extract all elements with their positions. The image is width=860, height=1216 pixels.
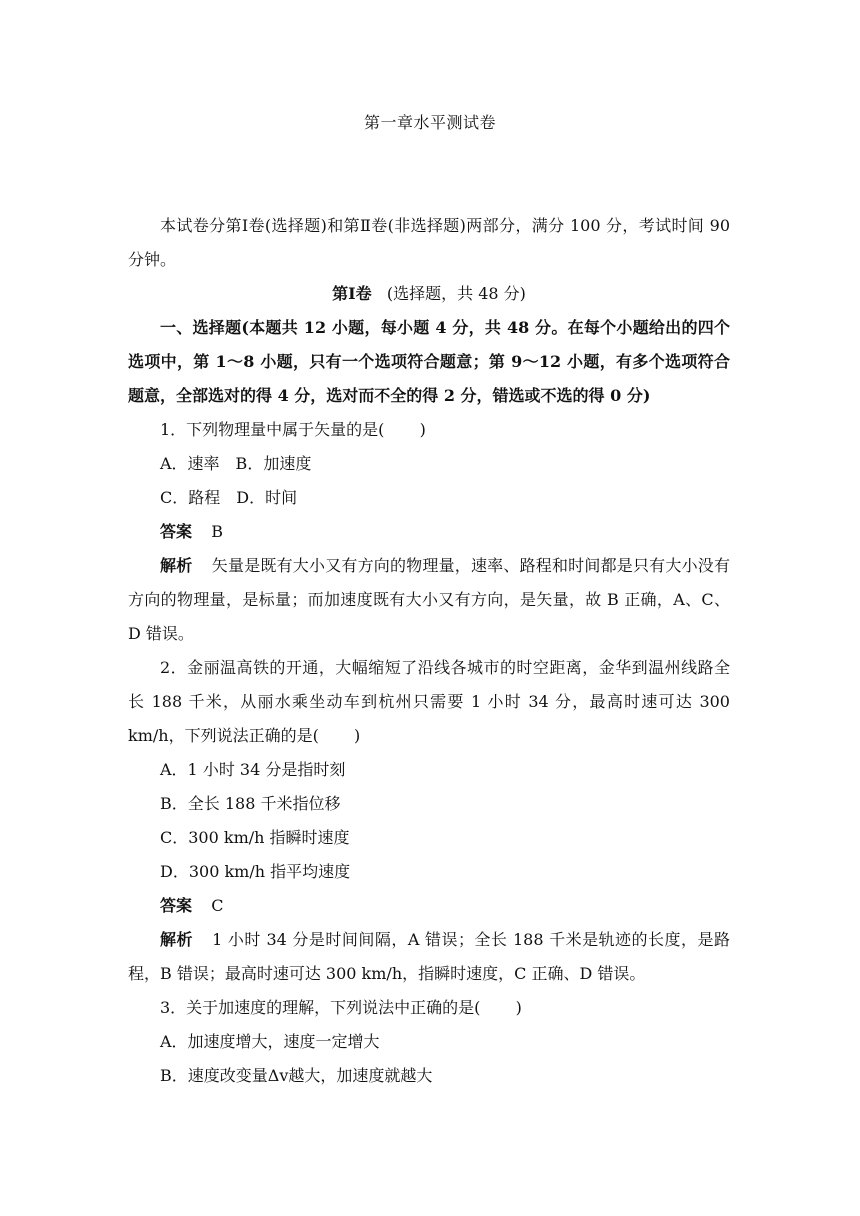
question-1-stem-close: ): [419, 420, 426, 439]
question-1-options-row-2: C．路程 D．时间: [160, 488, 298, 507]
page-title: 第一章水平测试卷: [363, 113, 496, 132]
question-2-option-d: D．300 km/h 指平均速度: [160, 862, 351, 881]
document-body: [128, 209, 730, 1093]
answer-value: B: [211, 522, 223, 541]
section-heading-label: 第Ⅰ卷: [332, 284, 372, 303]
question-1-answer: [128, 515, 730, 549]
section-heading-sub: (选择题，共 48 分): [386, 284, 526, 303]
question-3-stem-close: ): [515, 998, 522, 1017]
question-1-options-row-1: A．速率 B．加速度: [160, 454, 312, 473]
question-3-option-a: A．加速度增大，速度一定增大: [160, 1032, 380, 1051]
analysis-text: 1 小时 34 分是时间间隔，A 错误；全长 188 千米是轨迹的长度，是路程，B 错误；最高时速可达 300 km/h，指瞬时速度，C 正确、D 错误。: [128, 930, 730, 983]
question-1-stem: [128, 413, 730, 447]
analysis-label: 解析: [160, 930, 193, 949]
question-3-stem: [128, 991, 730, 1025]
analysis-label: 解析: [160, 556, 193, 575]
section-heading: [128, 277, 730, 311]
section-instructions: 一、选择题(本题共 12 小题，每小题 4 分，共 48 分。在每个小题给出的四个选项中，第 1～8 小题，只有一个选项符合题意；第 9～12 小题，有多个选项符合题意，全部选对的得 4 分，选对而不全的得 2 分，错选或不选的得 0 分): [128, 318, 730, 405]
question-2-option-b: B．全长 188 千米指位移: [160, 794, 341, 813]
answer-label: 答案: [160, 522, 193, 541]
question-1-analysis: [128, 549, 730, 651]
answer-label: 答案: [160, 896, 193, 915]
question-2-option-a: A．1 小时 34 分是指时刻: [160, 760, 346, 779]
question-2-answer: [128, 889, 730, 923]
question-2-stem-text: 2．金丽温高铁的开通，大幅缩短了沿线各城市的时空距离，金华到温州线路全长 188 千米，从丽水乘坐动车到杭州只需要 1 小时 34 分，最高时速可达 300 km/h，下列说法正确的是(: [128, 658, 730, 745]
question-2-stem-close: ): [354, 726, 361, 745]
question-1-stem-text: 1．下列物理量中属于矢量的是(: [160, 420, 385, 439]
answer-value: C: [211, 896, 224, 915]
analysis-text: 矢量是既有大小又有方向的物理量，速率、路程和时间都是只有大小没有方向的物理量，是标量；而加速度既有大小又有方向，是矢量，故 B 正确，A、C、D 错误。: [128, 556, 730, 643]
question-3-option-b: B．速度改变量Δv越大，加速度就越大: [160, 1066, 433, 1085]
intro-paragraph: 本试卷分第Ⅰ卷(选择题)和第Ⅱ卷(非选择题)两部分，满分 100 分，考试时间 90 分钟。: [128, 216, 730, 269]
question-2-stem: [128, 651, 730, 753]
question-2-analysis: [128, 923, 730, 991]
question-3-stem-text: 3．关于加速度的理解，下列说法中正确的是(: [160, 998, 481, 1017]
question-2-option-c: C．300 km/h 指瞬时速度: [160, 828, 350, 847]
